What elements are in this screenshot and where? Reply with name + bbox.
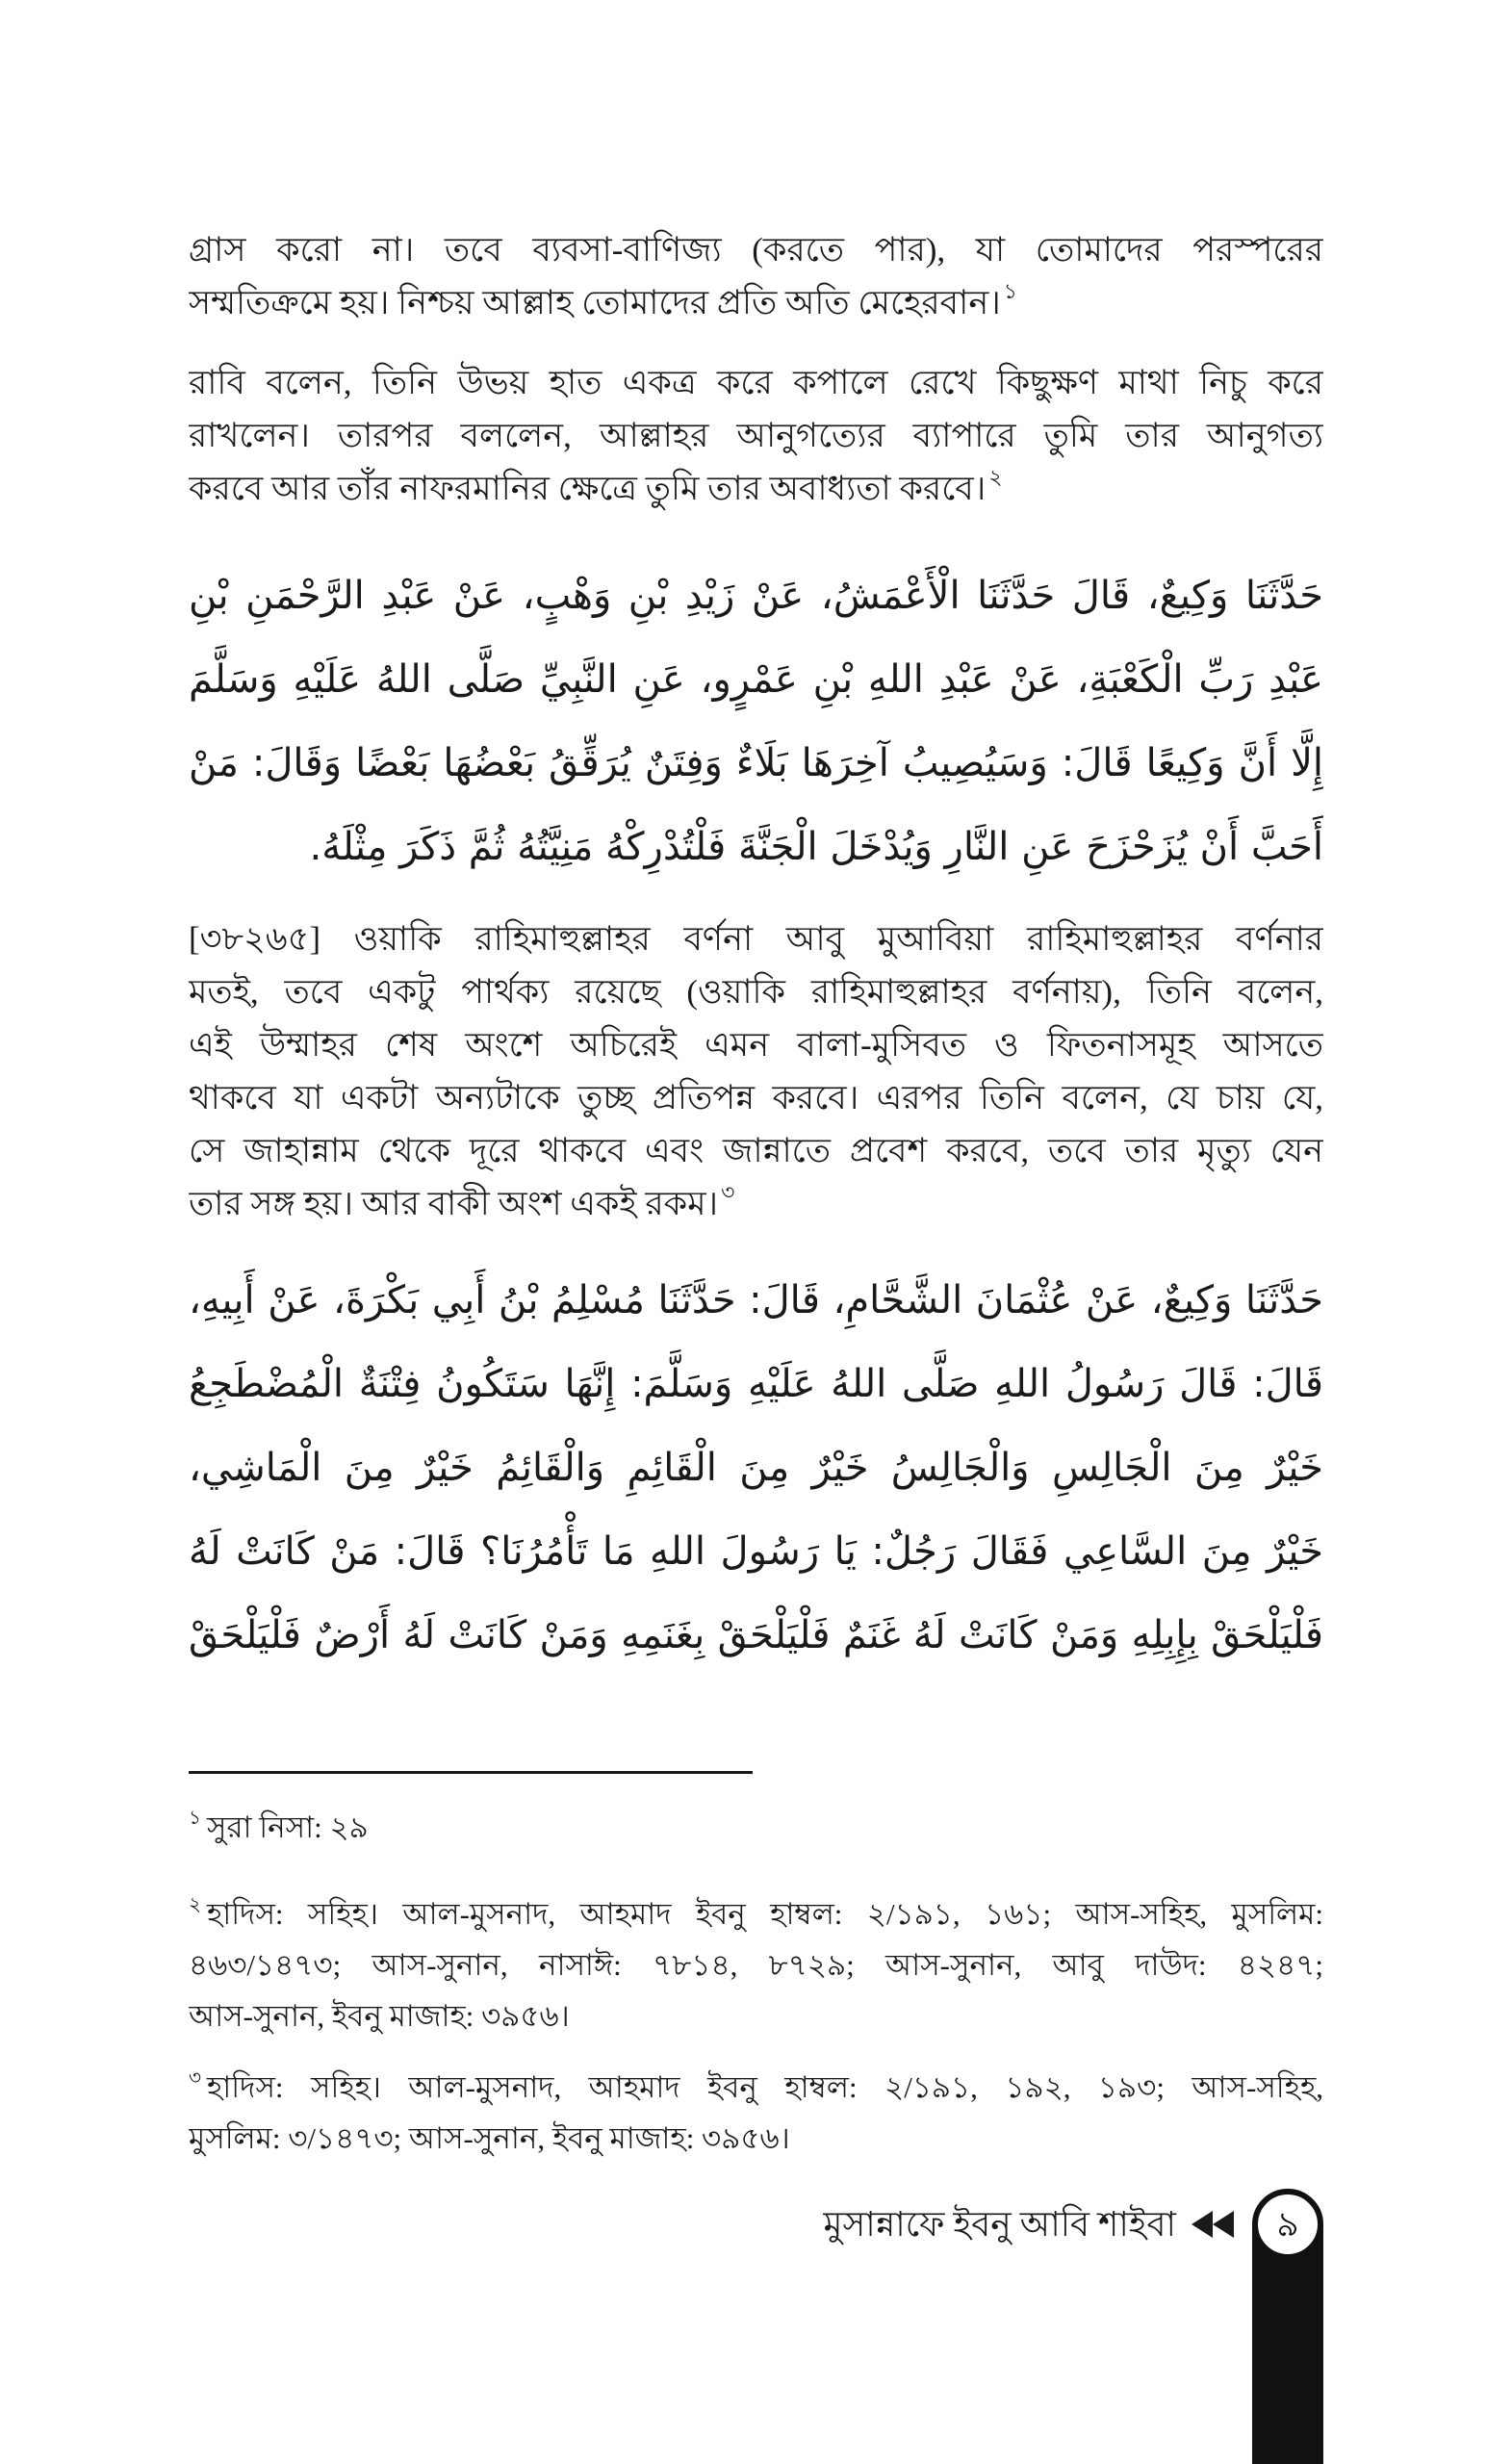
footnote-reference: ৩ [721,1180,735,1204]
paragraph-1 [189,223,1323,329]
paragraph-3 [189,912,1323,1230]
arabic-line: خَيْرٌ مِنَ الْجَالِسِ وَالْجَالِسُ خَيْرٌ مِنَ الْقَائِمِ وَالْقَائِمُ خَيْرٌ مِنَ الْمَاشِي، [189,1446,1323,1490]
footnote-marker: ১ [189,1808,201,1829]
paragraph-2 [189,356,1323,515]
paragraph-line-text: তার সঙ্গ হয়। আর বাকী অংশ একই রকম। [189,1185,719,1222]
footnote-marker: ২ [189,1894,202,1915]
paragraph-line-text: করবে আর তাঁর নাফরমানির ক্ষেত্রে তুমি তার অবাধ্যতা করবে। [189,470,987,507]
footnote-line [189,2062,1323,2113]
paragraph-line: সে জাহান্নাম থেকে দূরে থাকবে এবং জান্নাতে প্রবেশ করবে, তবে তার মৃত্যু যেন [189,1132,1323,1169]
arabic-line: عَبْدِ رَبِّ الْكَعْبَةِ، عَنْ عَبْدِ اللهِ بْنِ عَمْرٍو، عَنِ النَّبِيِّ صَلَّى اللهُ عَلَيْهِ وَسَلَّمَ [189,657,1323,702]
page-number: ৯ [1252,2189,1323,2260]
paragraph-line: থাকবে যা একটা অন্যটাকে তুচ্ছ প্রতিপন্ন করবে। এরপর তিনি বলেন, যে চায় যে, [189,1079,1323,1116]
page-edge-tab [1252,2224,1323,2464]
arabic-hadith-2 [189,1259,1323,1678]
paragraph-line [189,462,1323,515]
paragraph-line [189,276,1323,329]
paragraph-line [189,1177,1323,1230]
footnote-1 [189,1802,1323,1853]
footnote-marker: ৩ [189,2067,202,2089]
footnote-line: মুসলিম: ৩/১৪৭৩; আস-সুনান, ইবনু মাজাহ: ৩৯৫৬। [189,2121,790,2155]
paragraph-line: রাবি বলেন, তিনি উভয় হাত একত্র করে কপালে রেখে কিছুক্ষণ মাথা নিচু করে [189,364,1323,401]
footnote-text: হাদিস: সহিহ। আল-মুসনাদ, আহমাদ ইবনু হাম্বল: ২/১৯১, ১৬১; আস-সহিহ, মুসলিম: [207,1897,1323,1931]
footnote-text: হাদিস: সহিহ। আল-মুসনাদ, আহমাদ ইবনু হাম্বল: ২/১৯১, ১৯২, ১৯৩; আস-সহিহ, [207,2070,1323,2104]
arabic-line: خَيْرٌ مِنَ السَّاعِي فَقَالَ رَجُلٌ: يَا رَسُولَ اللهِ مَا تَأْمُرُنَا؟ قَالَ: مَنْ كَانَتْ لَهُ [189,1529,1323,1574]
paragraph-line: এই উম্মাহর শেষ অংশে অচিরেই এমন বালা-মুসিবত ও ফিতনাসমূহ আসতে [189,1026,1323,1064]
footnote-reference: ২ [988,465,1003,489]
footnote-line: আস-সুনান, ইবনু মাজাহ: ৩৯৫৬। [189,1999,570,2033]
left-triangle-icon [1213,2211,1234,2238]
arabic-line: حَدَّثَنَا وَكِيعٌ، قَالَ حَدَّثَنَا الْأَعْمَشُ، عَنْ زَيْدِ بْنِ وَهْبٍ، عَنْ عَبْدِ الرَّحْمَنِ بْنِ [189,574,1323,618]
arabic-line: فَلْيَلْحَقْ بِإِبِلِهِ وَمَنْ كَانَتْ لَهُ غَنَمٌ فَلْيَلْحَقْ بِغَنَمِهِ وَمَنْ كَانَتْ لَهُ أَرْضٌ فَلْيَلْحَقْ [189,1613,1323,1657]
left-triangle-icon [1192,2211,1213,2238]
arabic-line: إِلَّا أَنَّ وَكِيعًا قَالَ: وَسَيُصِيبُ آخِرَهَا بَلَاءٌ وَفِتَنٌ يُرَقِّقُ بَعْضُهَا بَعْضًا وَقَالَ: مَنْ [189,741,1323,785]
footnote-line [189,1802,1323,1853]
footnote-line [189,1888,1323,1939]
arabic-line: حَدَّثَنَا وَكِيعٌ، عَنْ عُثْمَانَ الشَّحَّامِ، قَالَ: حَدَّثَنَا مُسْلِمُ بْنُ أَبِي بَكْرَةَ، عَنْ أَبِيهِ، [189,1278,1323,1322]
footnote-rule [189,1771,753,1774]
double-left-arrow-icon [1192,2211,1236,2238]
arabic-line: قَالَ: قَالَ رَسُولُ اللهِ صَلَّى اللهُ عَلَيْهِ وَسَلَّمَ: إِنَّهَا سَتَكُونُ فِتْنَةٌ الْمُضْطَجِعُ [189,1362,1323,1406]
arabic-hadith-1 [189,554,1323,889]
paragraph-line: গ্রাস করো না। তবে ব্যবসা-বাণিজ্য (করতে পার), যা তোমাদের পরস্পরের [189,231,1323,269]
footnote-text: সুরা নিসা: ২৯ [206,1810,369,1844]
footnote-line: ৪৬৩/১৪৭৩; আস-সুনান, নাসাঈ: ৭৮১৪, ৮৭২৯; আস-সুনান, আবু দাউদ: ৪২৪৭; [189,1948,1323,1982]
running-footer-title: মুসান্নাফে ইবনু আবি শাইবা [823,2205,1176,2244]
paragraph-line: মতই, তবে একটু পার্থক্য রয়েছে (ওয়াকি রাহিমাহুল্লাহর বর্ণনায়), তিনি বলেন, [189,973,1323,1011]
footnote-2 [189,1888,1323,2041]
arabic-line: أَحَبَّ أَنْ يُزَحْزَحَ عَنِ النَّارِ وَيُدْخَلَ الْجَنَّةَ فَلْتُدْرِكْهُ مَنِيَّتُهُ ثُمَّ ذَكَرَ مِثْلَهُ. [309,825,1323,869]
footnote-reference: ১ [1003,279,1018,303]
paragraph-line-text: সম্মতিক্রমে হয়। নিশ্চয় আল্লাহ তোমাদের প্রতি অতি মেহেরবান। [189,284,1001,321]
footnote-3 [189,2062,1323,2164]
paragraph-line: [৩৮২৬৫] ওয়াকি রাহিমাহুল্লাহর বর্ণনা আবু মুআবিয়া রাহিমাহুল্লাহর বর্ণনার [189,920,1323,958]
paragraph-line: রাখলেন। তারপর বললেন, আল্লাহর আনুগত্যের ব্যাপারে তুমি তার আনুগত্য [189,417,1323,454]
